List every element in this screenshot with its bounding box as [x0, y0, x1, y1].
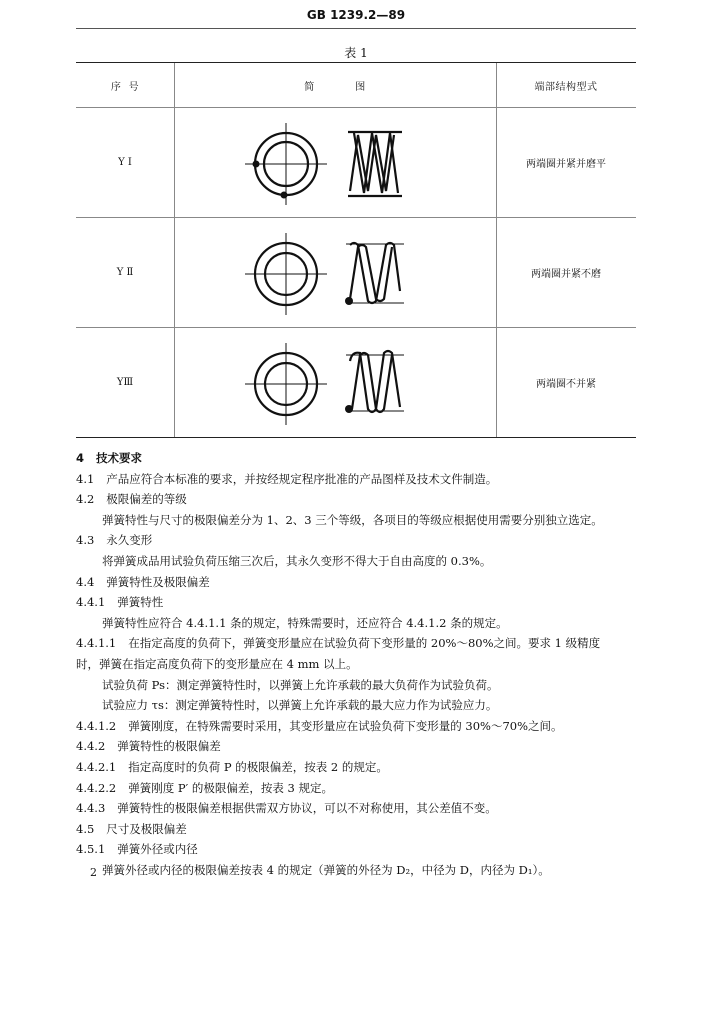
clause-text: 将弹簧成品用试验负荷压缩三次后，其永久变形不得大于自由高度的 0.3%。 — [102, 553, 492, 568]
clause-text: 尺寸及极限偏差 — [106, 821, 187, 836]
clause-text: 弹簧特性的极限偏差根据供需双方协议，可以不对称使用，其公差值不变。 — [117, 801, 497, 816]
text-line — [76, 695, 636, 716]
header-cell-diagram: 简 图 — [304, 81, 366, 93]
page-header: GB 1239.2—89 — [306, 8, 406, 22]
text-line — [76, 839, 636, 860]
text-line — [76, 613, 636, 634]
text-line — [76, 469, 636, 490]
row-type-y2: 两端圈并紧不磨 — [531, 268, 601, 280]
clause-number: 4.4.2 — [76, 739, 106, 754]
text-line — [76, 592, 636, 613]
clause-number: 4.4.2.2 — [76, 780, 117, 795]
text-line — [76, 798, 636, 819]
spring-open-ends-icon — [236, 341, 416, 427]
clause-text: 弹簧刚度 P′ 的极限偏差，按表 3 规定。 — [128, 780, 334, 795]
spring-closed-ends-icon — [236, 231, 416, 317]
clause-number: 4.4 — [76, 574, 95, 589]
text-line — [76, 654, 636, 675]
header-cell-end-type: 端部结构型式 — [534, 81, 598, 93]
text-line — [76, 778, 636, 799]
text-line — [76, 572, 636, 593]
row-type-y3: 两端圈不并紧 — [536, 378, 596, 390]
clause-text: 指定高度时的负荷 P 的极限偏差，按表 2 的规定。 — [128, 759, 388, 774]
text-line — [76, 716, 636, 737]
clause-text: 在指定高度的负荷下，弹簧变形量应在试验负荷下变形量的 20%～80%之间。要求 1 级精度 — [128, 636, 601, 651]
row-id-y2: Y Ⅱ — [116, 266, 134, 278]
text-line — [76, 551, 636, 572]
clause-text: 弹簧特性及极限偏差 — [106, 574, 210, 589]
text-line — [76, 736, 636, 757]
text-line — [76, 510, 636, 531]
clause-text: 弹簧刚度，在特殊需要时采用，其变形量应在试验负荷下变形量的 30%～70%之间。 — [128, 718, 563, 733]
table-column-divider — [174, 63, 175, 437]
clause-number: 4 — [76, 451, 85, 465]
text-line — [76, 757, 636, 778]
page-number: 2 — [90, 866, 97, 879]
clause-text: 产品应符合本标准的要求，并按经规定程序批准的产品图样及技术文件制造。 — [106, 471, 498, 486]
text-line — [76, 530, 636, 551]
clause-number: 4.4.1 — [76, 595, 106, 610]
clause-text: 永久变形 — [106, 533, 153, 548]
clause-number: 4.2 — [76, 492, 95, 507]
header-rule — [76, 28, 636, 29]
row-type-y1: 两端圈并紧并磨平 — [526, 158, 606, 170]
clause-number: 4.4.1.1 — [76, 636, 117, 651]
table-caption: 表 1 — [344, 46, 368, 60]
row-id-y3: YⅢ — [116, 376, 134, 388]
row-id-y1: Y Ⅰ — [118, 156, 132, 168]
spring-ground-ends-icon — [236, 121, 416, 207]
clause-number: 4.4.1.2 — [76, 718, 117, 733]
clause-text: 弹簧特性的极限偏差 — [117, 739, 221, 754]
text-line — [76, 489, 636, 510]
clause-text: 弹簧特性应符合 4.4.1.1 条的规定，特殊需要时，还应符合 4.4.1.2 条的规定。 — [102, 615, 508, 630]
clause-number: 4.4.3 — [76, 801, 106, 816]
body-text — [76, 448, 636, 880]
clause-text: 弹簧外径或内径 — [117, 842, 198, 857]
text-line — [76, 819, 636, 840]
clause-text: 试验负荷 Ps：测定弹簧特性时，以弹簧上允许承载的最大负荷作为试验负荷。 — [102, 677, 499, 692]
clause-text: 极限偏差的等级 — [106, 492, 187, 507]
clause-text: 试验应力 τs：测定弹簧特性时，以弹簧上允许承载的最大应力作为试验应力。 — [102, 698, 498, 713]
clause-text: 时，弹簧在指定高度负荷下的变形量应在 4 mm 以上。 — [76, 656, 358, 671]
text-line — [76, 860, 636, 881]
clause-text: 弹簧外径或内径的极限偏差按表 4 的规定（弹簧的外径为 D₂，中径为 D，内径为 D₁）。 — [102, 862, 550, 877]
text-line — [76, 633, 636, 654]
spec-table — [76, 62, 636, 438]
clause-number: 4.1 — [76, 471, 95, 486]
clause-text: 弹簧特性 — [117, 595, 164, 610]
clause-text: 技术要求 — [96, 451, 143, 465]
clause-number: 4.4.2.1 — [76, 759, 117, 774]
clause-text: 弹簧特性与尺寸的极限偏差分为 1、2、3 三个等级，各项目的等级应根据使用需要分别独立选定。 — [102, 512, 603, 527]
clause-number: 4.5 — [76, 821, 95, 836]
header-cell-number: 序 号 — [110, 81, 140, 93]
text-line — [76, 448, 636, 469]
text-line — [76, 675, 636, 696]
clause-number: 4.5.1 — [76, 842, 106, 857]
clause-number: 4.3 — [76, 533, 95, 548]
